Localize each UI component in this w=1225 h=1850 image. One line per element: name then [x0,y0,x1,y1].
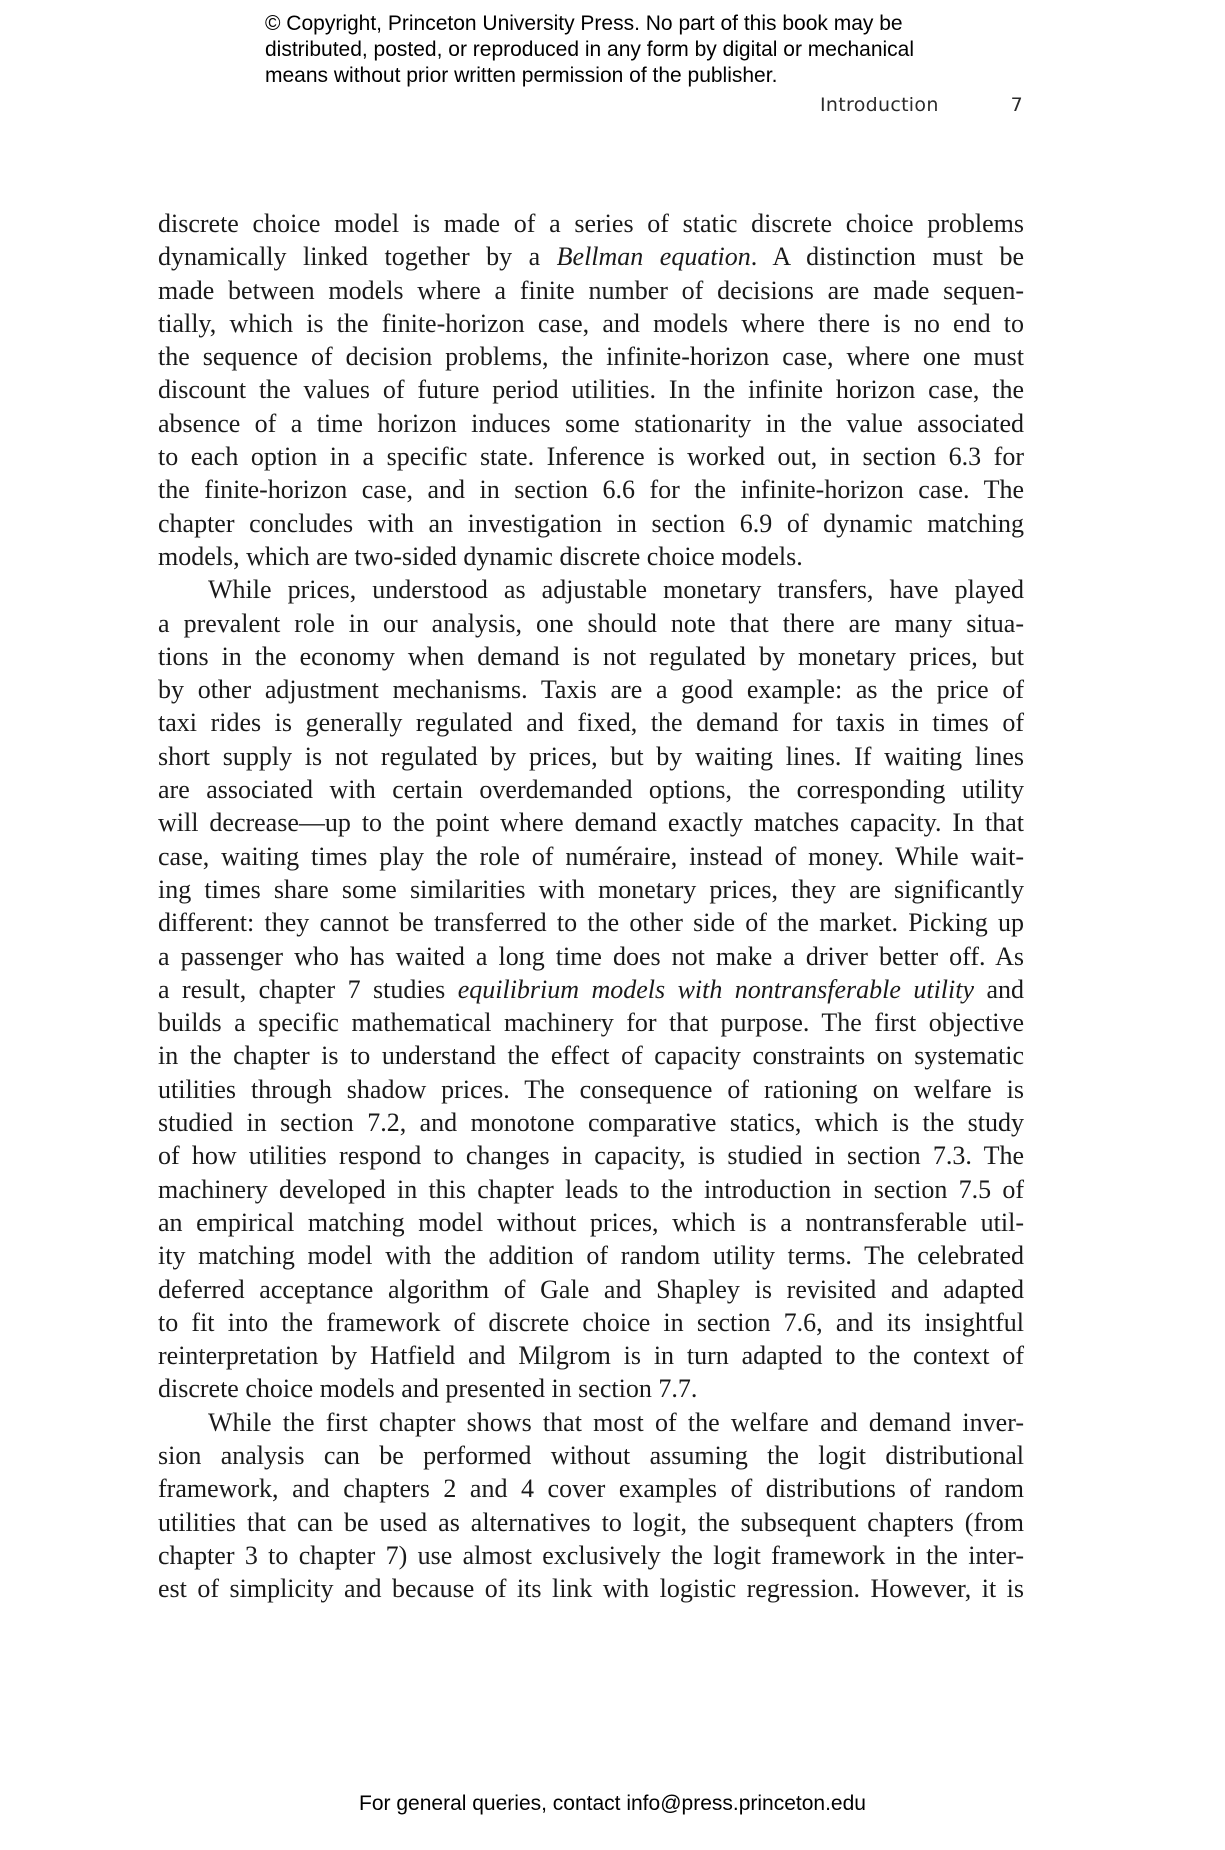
emphasis: equilibrium models with nontransferable utility [457,974,975,1004]
text-line: will decrease—up to the point where demand exactly matches capacity. In that [158,808,1024,838]
paragraph [158,1406,1024,1606]
footer-contact: For general queries, contact info@press.princeton.edu [359,1792,866,1815]
text-line: tions in the economy when demand is not regulated by monetary prices, but [158,641,1024,671]
copyright-line: © Copyright, Princeton University Press. No part of this book may be [265,12,903,35]
emphasis: Bellman equation [556,242,751,272]
text-line: discrete choice model is made of a series of static discrete choice problems [158,209,1024,238]
text-line: dynamically linked together by a Bellman equation. A distinction must be [158,242,1025,272]
copyright-line: distributed, posted, or reproduced in any form by digital or mechanical [265,38,915,61]
text-line: the sequence of decision problems, the infinite-horizon case, where one must [158,342,1024,372]
text-line: utilities that can be used as alternatives to logit, the subsequent chapters (from [158,1507,1024,1537]
text-line: to fit into the framework of discrete choice in section 7.6, and its insightful [158,1307,1024,1337]
page-number: 7 [1010,94,1023,116]
text-line: to each option in a specific state. Inference is worked out, in section 6.3 for [158,442,1024,472]
text-line: tially, which is the finite-horizon case, and models where there is no end to [158,308,1024,338]
text-line: utilities through shadow prices. The consequence of rationing on welfare is [158,1074,1024,1104]
text-line: a result, chapter 7 studies equilibrium models with nontransferable utility and [158,974,1024,1004]
text-line: case, waiting times play the role of numéraire, instead of money. While wait- [158,841,1024,871]
text-line: builds a specific mathematical machinery for that purpose. The first objective [158,1008,1024,1038]
text-line: framework, and chapters 2 and 4 cover examples of distributions of random [158,1474,1024,1504]
text-line: discrete choice models and presented in section 7.7. [158,1374,698,1404]
text-line: ity matching model with the addition of random utility terms. The celebrated [158,1241,1024,1271]
text-line: made between models where a finite number of decisions are made sequen- [158,275,1024,305]
text-line: While the first chapter shows that most of the welfare and demand inver- [208,1407,1024,1437]
running-head-section: Introduction [820,94,939,116]
text-line: chapter concludes with an investigation in section 6.9 of dynamic matching [158,508,1024,538]
text-line: studied in section 7.2, and monotone comparative statics, which is the study [158,1108,1024,1138]
text-line: a prevalent role in our analysis, one should note that there are many situa- [158,608,1024,638]
text-line: of how utilities respond to changes in capacity, is studied in section 7.3. The [158,1141,1024,1171]
text-line: discount the values of future period utilities. In the infinite horizon case, the [158,375,1024,405]
text-line: absence of a time horizon induces some stationarity in the value associated [158,408,1024,438]
text-line: an empirical matching model without prices, which is a nontransferable util- [158,1207,1024,1237]
text-line: by other adjustment mechanisms. Taxis are a good example: as the price of [158,675,1024,705]
text-line: different: they cannot be transferred to the other side of the market. Picking up [158,908,1024,938]
paragraph [158,573,1024,1405]
text-line: models, which are two-sided dynamic discrete choice models. [158,541,803,571]
text-line: est of simplicity and because of its link with logistic regression. However, it is [158,1574,1024,1604]
text-line: ing times share some similarities with monetary prices, they are significantly [158,874,1024,904]
body-text [158,207,1024,1605]
copyright-notice [265,11,985,89]
text-line: deferred acceptance algorithm of Gale and Shapley is revisited and adapted [158,1274,1024,1304]
copyright-line: means without prior written permission of the publisher. [265,64,778,87]
text-line: the finite-horizon case, and in section 6.6 for the infinite-horizon case. The [158,475,1024,505]
text-line: are associated with certain overdemanded options, the corresponding utility [158,775,1024,805]
text-line: sion analysis can be performed without assuming the logit distributional [158,1440,1024,1470]
text-line: short supply is not regulated by prices, but by waiting lines. If waiting lines [158,741,1024,771]
text-line: taxi rides is generally regulated and fixed, the demand for taxis in times of [158,708,1024,738]
text-line: in the chapter is to understand the effect of capacity constraints on systematic [158,1041,1024,1071]
text-line: While prices, understood as adjustable monetary transfers, have played [208,575,1024,605]
text-line: reinterpretation by Hatfield and Milgrom is in turn adapted to the context of [158,1341,1024,1371]
text-line: chapter 3 to chapter 7) use almost exclusively the logit framework in the inter- [158,1540,1024,1570]
paragraph [158,207,1024,573]
text-line: machinery developed in this chapter leads to the introduction in section 7.5 of [158,1174,1024,1204]
text-line: a passenger who has waited a long time does not make a driver better off. As [158,941,1024,971]
